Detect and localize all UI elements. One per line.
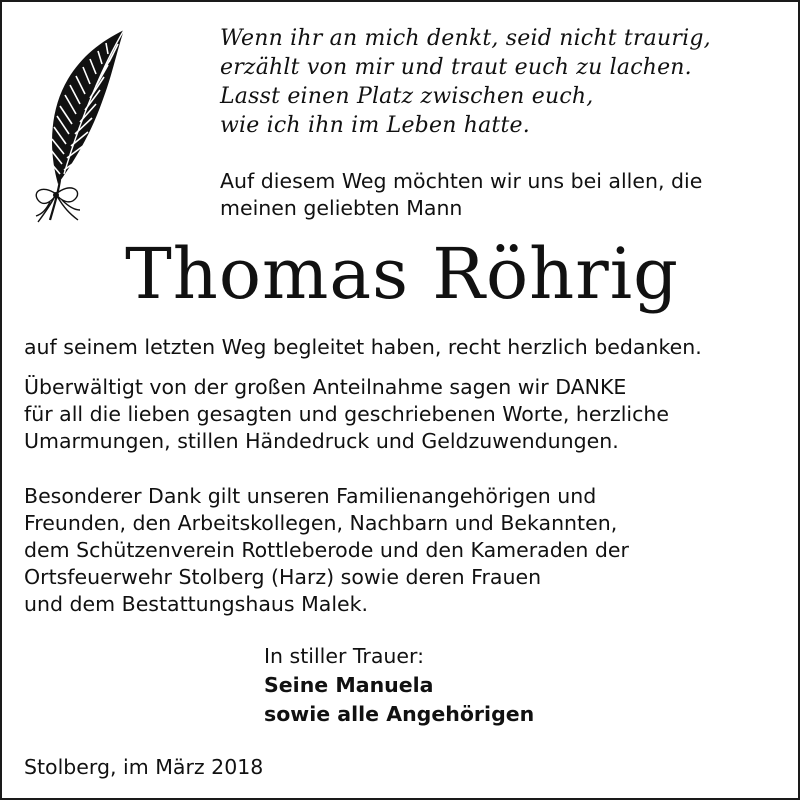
intro-line: Auf diesem Weg möchten wir uns bei allen, die — [220, 169, 703, 193]
deceased-name: Thomas Röhrig — [125, 233, 679, 315]
signature-heading: In stiller Trauer: — [264, 644, 424, 668]
paragraph-line: Freunden, den Arbeitskollegen, Nachbarn und Bekannten, — [24, 511, 618, 535]
paragraph-line: Überwältigt von der großen Anteilnahme sagen wir DANKE — [24, 375, 627, 399]
place-and-date: Stolberg, im März 2018 — [24, 755, 264, 779]
gratitude-paragraph — [24, 374, 784, 455]
paragraph-line: für all die lieben gesagten und geschriebenen Worte, herzliche — [24, 402, 669, 426]
thanks-intro — [220, 168, 790, 222]
paragraph-line: Umarmungen, stillen Händedruck und Geldzuwendungen. — [24, 429, 619, 453]
signature-relatives: sowie alle Angehörigen — [264, 702, 535, 726]
paragraph-line: und dem Bestattungshaus Malek. — [24, 592, 369, 616]
paragraph-line: auf seinem letzten Weg begleitet haben, recht herzlich bedanken. — [24, 335, 702, 359]
mourners-signature — [264, 642, 684, 729]
poem-line: Wenn ihr an mich denkt, seid nicht traurig, — [220, 26, 711, 51]
thanks-paragraph — [24, 334, 784, 361]
paragraph-line: Besonderer Dank gilt unseren Familienangehörigen und — [24, 484, 597, 508]
special-thanks-paragraph — [24, 483, 784, 618]
signature-name: Seine Manuela — [264, 673, 434, 697]
poem-line: Lasst einen Platz zwischen euch, — [220, 84, 594, 109]
poem-line: erzählt von mir und traut euch zu lachen. — [220, 55, 692, 80]
memorial-poem — [220, 24, 780, 140]
feather-with-ribbon-icon — [20, 24, 130, 229]
paragraph-line: dem Schützenverein Rottleberode und den Kameraden der — [24, 538, 629, 562]
poem-line: wie ich ihn im Leben hatte. — [220, 113, 530, 138]
intro-line: meinen geliebten Mann — [220, 196, 463, 220]
paragraph-line: Ortsfeuerwehr Stolberg (Harz) sowie deren Frauen — [24, 565, 542, 589]
